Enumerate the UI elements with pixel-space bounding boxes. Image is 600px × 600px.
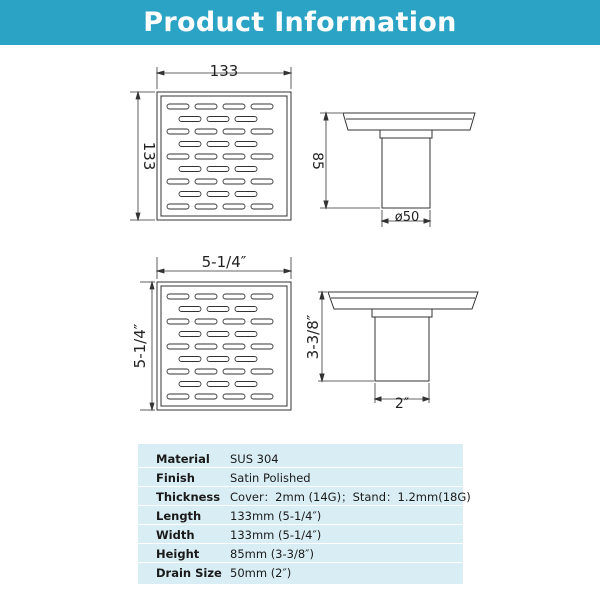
grate-slot [251, 394, 273, 399]
spec-label: Thickness [156, 490, 221, 504]
grate-slot [223, 179, 245, 184]
spec-label: Material [156, 452, 210, 466]
grate-slot [167, 369, 189, 374]
grate-slot [195, 394, 217, 399]
grate-slot [167, 319, 189, 324]
grate-slots [167, 104, 273, 209]
grate-slot [179, 167, 201, 172]
grate-slot [223, 344, 245, 349]
grate-slot [223, 129, 245, 134]
grate-slot [207, 332, 229, 337]
grate-slot [251, 319, 273, 324]
bottom-plan-view [157, 282, 291, 410]
spec-row [138, 450, 463, 468]
spec-label: Length [156, 509, 202, 523]
spec-value: 133mm (5-1/4″) [230, 528, 322, 542]
spec-divider [138, 562, 463, 563]
spec-value: 85mm (3-3/8″) [230, 547, 314, 561]
spec-row [138, 545, 463, 563]
grate-slot [195, 129, 217, 134]
grate-slot [167, 104, 189, 109]
spec-label: Drain Size [156, 566, 222, 580]
grate-slot [223, 204, 245, 209]
grate-slot [235, 307, 257, 312]
top-side-diameter-label: ø50 [394, 210, 420, 225]
spec-value: SUS 304 [230, 452, 279, 466]
grate-slot [195, 294, 217, 299]
top-height-label: 133 [140, 141, 158, 171]
spec-divider [138, 524, 463, 525]
grate-slot [195, 179, 217, 184]
top-side-height-label: 85 [309, 152, 325, 170]
spec-table [138, 444, 471, 584]
grate-slot [235, 117, 257, 122]
grate-slot [223, 394, 245, 399]
grate-slot [251, 179, 273, 184]
spec-value: 133mm (5-1/4″) [230, 509, 322, 523]
grate-slot [223, 154, 245, 159]
spec-value: Cover：2mm (14G)；Stand：1.2mm(18G) [230, 490, 471, 504]
grate-slot [195, 369, 217, 374]
grate-slot [207, 382, 229, 387]
bottom-height-label: 5-1/4″ [131, 323, 149, 369]
grate-slot [167, 154, 189, 159]
grate-slot [223, 319, 245, 324]
grate-slot [223, 294, 245, 299]
bottom-width-label: 5-1/4″ [201, 253, 247, 271]
bottom-side-diameter-label: 2″ [394, 396, 410, 412]
grate-slot [195, 204, 217, 209]
grate-slot [167, 344, 189, 349]
spec-divider [138, 505, 463, 506]
grate-slot [207, 117, 229, 122]
spec-row [138, 469, 463, 487]
grate-slot [167, 204, 189, 209]
grate-slot [251, 204, 273, 209]
grate-slot [235, 332, 257, 337]
spec-row [138, 564, 463, 582]
grate-slot [207, 192, 229, 197]
spec-label: Height [156, 547, 200, 561]
grate-slot [207, 357, 229, 362]
grate-slot [235, 357, 257, 362]
spec-divider [138, 543, 463, 544]
grate-slot [223, 369, 245, 374]
grate-slot [195, 104, 217, 109]
grate-slot [179, 142, 201, 147]
grate-slot [251, 369, 273, 374]
grate-slot [207, 307, 229, 312]
header-banner [0, 0, 600, 45]
grate-slot [235, 167, 257, 172]
grate-slot [179, 357, 201, 362]
grate-slot [251, 344, 273, 349]
grate-slot [223, 104, 245, 109]
grate-slot [251, 154, 273, 159]
spec-row [138, 526, 463, 544]
grate-slot [195, 344, 217, 349]
grate-slot [195, 154, 217, 159]
grate-slot [207, 167, 229, 172]
top-width-label: 133 [209, 62, 239, 80]
spec-value: 50mm (2″) [230, 566, 292, 580]
grate-slot [251, 294, 273, 299]
grate-slot [235, 382, 257, 387]
page-title: Product Information [143, 7, 457, 38]
grate-slot [235, 192, 257, 197]
spec-label: Finish [156, 471, 195, 485]
grate-slot [179, 192, 201, 197]
grate-slot [207, 142, 229, 147]
spec-value: Satin Polished [230, 471, 311, 485]
grate-slot [167, 179, 189, 184]
spec-label: Width [156, 528, 195, 542]
grate-slot [167, 294, 189, 299]
bottom-side-view [318, 292, 478, 403]
spec-divider [138, 486, 463, 487]
grate-slot [167, 394, 189, 399]
top-plan-view [157, 92, 291, 220]
grate-slot [235, 142, 257, 147]
grate-slot [179, 382, 201, 387]
bottom-side-height-label: 3-3/8″ [304, 314, 322, 360]
grate-slot [179, 117, 201, 122]
spec-divider [138, 467, 463, 468]
grate-slots [167, 294, 273, 399]
grate-slot [179, 332, 201, 337]
spec-row [138, 507, 463, 525]
grate-slot [167, 129, 189, 134]
grate-slot [179, 307, 201, 312]
technical-drawing [0, 45, 600, 437]
grate-slot [251, 129, 273, 134]
grate-slot [251, 104, 273, 109]
spec-row [138, 488, 471, 506]
grate-slot [195, 319, 217, 324]
